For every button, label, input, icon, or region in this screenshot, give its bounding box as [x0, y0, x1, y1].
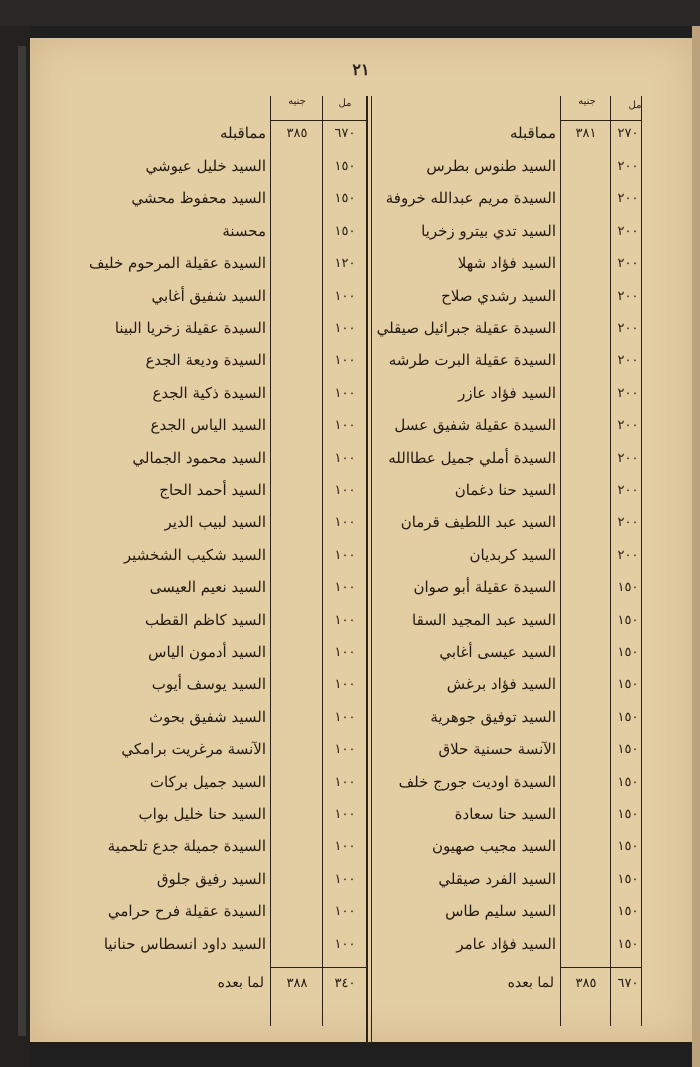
- right-row-mil: ١٥٠: [617, 807, 639, 822]
- right-row-name: السيد عبد اللطيف قرمان: [400, 513, 556, 532]
- left-header-mil: مل: [338, 98, 352, 109]
- right-row-name: السيد حنا دغمان: [454, 481, 556, 499]
- left-row-name: السيدة ذكية الجدع: [152, 383, 266, 402]
- left-row-name: السيد رفيق جلوق: [156, 869, 266, 888]
- left-block-jineh-name-rule: [270, 96, 271, 1026]
- right-row-name: السيد فؤاد شهلا: [457, 254, 556, 273]
- right-row-mil: ٢٠٠: [617, 385, 639, 401]
- left-row-mil: ١٠٠: [334, 580, 356, 596]
- left-row-name: السيد محمود الجمالي: [132, 448, 266, 467]
- left-row-mil: ١٠٠: [334, 936, 356, 952]
- right-total-mil: ٦٧٠: [617, 976, 639, 991]
- right-row-name: السيد تدي بيترو زخريا: [421, 221, 556, 240]
- right-row-mil: ٢٠٠: [617, 547, 639, 563]
- left-total-label: لما بعده: [217, 975, 264, 991]
- right-row-mil: ٢٠٠: [617, 191, 639, 207]
- right-row-mil: ٢٠٠: [617, 288, 639, 304]
- center-divider-rule-1: [366, 96, 368, 1044]
- left-row-mil: ١٠٠: [334, 321, 356, 336]
- right-row-name: السيد مجيب صهيون: [432, 837, 556, 856]
- right-row-name: السيدة عقيلة البرت طرشه: [388, 351, 556, 370]
- left-row-name: السيدة جميلة جدع تلحمية: [107, 837, 266, 856]
- right-total-label: لما بعده: [507, 975, 554, 991]
- right-row-mil: ٢٠٠: [617, 483, 639, 498]
- right-row-mil: ٢٠٠: [617, 159, 639, 174]
- right-row-name: السيد طنوس بطرس: [426, 157, 556, 175]
- right-row-mil: ١٥٠: [617, 904, 639, 920]
- left-block-header-rule: [270, 120, 368, 121]
- right-row-name: السيدة اوديت جورج خلف: [398, 772, 556, 791]
- left-row-name: السيد أدمون الياس: [148, 643, 266, 661]
- right-row-name: السيد فؤاد برغش: [446, 675, 556, 694]
- left-row-name: السيد داود انسطاس حنانيا: [103, 934, 266, 953]
- ledger-page: [30, 38, 692, 1042]
- left-row-mil: ١٠٠: [334, 612, 356, 628]
- left-row-mil: ١٠٠: [334, 677, 356, 693]
- right-header-mil: مل: [628, 100, 642, 111]
- right-row-name: السيدة عقيلة شفيق عسل: [394, 416, 556, 435]
- right-row-mil: ١٥٠: [617, 742, 639, 758]
- right-block-header-rule: [560, 120, 642, 121]
- right-row-mil: ١٥٠: [617, 774, 639, 790]
- left-row-name: السيدة عقيلة المرحوم خليف: [88, 254, 266, 273]
- right-row-mil: ٢٠٠: [617, 353, 639, 369]
- right-row-mil: ٢٠٠: [617, 418, 639, 434]
- left-row-mil: ١٠٠: [334, 839, 356, 855]
- left-row-mil: ١٠٠: [334, 807, 356, 822]
- left-row-name: السيد حنا خليل بواب: [138, 805, 266, 823]
- right-row-mil: ٢٠٠: [617, 450, 639, 466]
- right-row-name: السيد كربديان: [469, 545, 556, 564]
- right-row-name: السيد الفرد صيقلي: [438, 869, 556, 888]
- right-row-name: السيدة مريم عبدالله خروفة: [385, 189, 556, 208]
- left-header-jineh: جنيه: [288, 96, 306, 107]
- right-row-mil: ١٥٠: [617, 709, 639, 725]
- left-row-name: السيدة عقيلة زخريا البينا: [114, 319, 266, 337]
- left-row-mil: ١٠٠: [334, 385, 356, 401]
- left-block-mil-jineh-rule: [322, 96, 323, 1026]
- right-row-name: السيد فؤاد عامر: [456, 934, 556, 953]
- right-row-mil: ٢٠٠: [617, 515, 639, 531]
- right-row-mil: ١٥٠: [617, 677, 639, 693]
- right-row-mil: ٢٠٠: [617, 321, 639, 336]
- right-row-mil: ١٥٠: [617, 871, 639, 887]
- left-row-name: محسنة: [222, 221, 266, 240]
- right-row-mil: ١٥٠: [617, 645, 639, 660]
- left-row-mil: ١٠٠: [334, 645, 356, 660]
- left-row-mil: ١٠٠: [334, 742, 356, 758]
- left-row-mil: ١٠٠: [334, 288, 356, 304]
- left-block-total-rule: [270, 967, 368, 968]
- left-row-name: السيد لبيب الدير: [164, 513, 266, 532]
- left-row-name: السيدة عقيلة فرح حرامي: [107, 902, 266, 921]
- right-row-name: السيد سليم طاس: [445, 902, 556, 921]
- right-row-mil: ١٥٠: [617, 936, 639, 952]
- left-row-name: السيد محفوظ محشي: [131, 189, 266, 208]
- left-row-name: السيد جميل بركات: [149, 772, 266, 791]
- right-row-name: السيد عيسى أغابي: [439, 643, 556, 661]
- left-row-mil: ١٠٠: [334, 709, 356, 725]
- left-row-name: السيد الياس الجدع: [150, 416, 266, 435]
- page-number: ٢١: [352, 60, 370, 79]
- left-row-name: السيد شكيب الشخشير: [123, 545, 266, 564]
- left-row-mil: ١٠٠: [334, 515, 356, 531]
- scan-background-top: [0, 0, 700, 26]
- right-row-name: السيدة عقيلة أبو صوان: [413, 578, 556, 597]
- left-row-name: الآنسة مرغريت برامكي: [121, 740, 266, 759]
- right-block-jineh-name-rule: [560, 96, 561, 1026]
- right-row-name: السيدة عقيلة جبرائيل صيقلي: [376, 319, 556, 337]
- left-row-mil: ١٥٠: [334, 159, 356, 174]
- right-total-jineh: ٣٨٥: [575, 976, 597, 991]
- right-row-name: السيد عبد المجيد السقا: [412, 610, 556, 629]
- left-row-mil: ١٠٠: [334, 450, 356, 466]
- right-header-jineh: جنيه: [578, 96, 596, 107]
- right-row-name: السيد حنا سعادة: [454, 805, 556, 823]
- right-row-mil: ١٥٠: [617, 839, 639, 855]
- left-row-mil: ١٠٠: [334, 547, 356, 563]
- left-row-mil: ١٥٠: [334, 191, 356, 207]
- right-block-mil-jineh-rule: [610, 96, 611, 1026]
- left-row-name: السيد كاظم القطب: [144, 610, 266, 629]
- left-row-name: السيد نعيم العيسى: [149, 578, 266, 597]
- left-total-mil: ٣٤٠: [334, 976, 356, 991]
- right-row-mil: ٢٠٠: [617, 223, 639, 239]
- right-carried-jineh: ٣٨١: [575, 126, 597, 141]
- left-row-name: السيد شفيق أغابي: [151, 286, 266, 305]
- page-edge-right: [692, 26, 700, 1067]
- left-row-mil: ١٥٠: [334, 223, 356, 239]
- left-carried-label: مماقبله: [220, 124, 266, 142]
- left-row-name: السيدة وديعة الجدع: [145, 351, 266, 370]
- right-row-name: السيدة أملي جميل عطاالله: [388, 448, 556, 467]
- left-row-name: السيد يوسف أيوب: [151, 675, 266, 694]
- left-row-mil: ١٠٠: [334, 353, 356, 369]
- left-carried-mil: ٦٧٠: [334, 126, 356, 141]
- center-divider-rule-2: [371, 96, 372, 1044]
- right-row-name: الآنسة حسنية حلاق: [438, 740, 556, 759]
- left-row-name: السيد أحمد الحاج: [159, 481, 266, 499]
- right-row-name: السيد توفيق جوهرية: [430, 707, 556, 726]
- right-row-mil: ٢٠٠: [617, 256, 639, 272]
- right-row-mil: ١٥٠: [617, 612, 639, 628]
- left-row-mil: ١٠٠: [334, 904, 356, 920]
- left-carried-jineh: ٣٨٥: [286, 126, 308, 141]
- left-row-name: السيد خليل عيوشي: [145, 157, 266, 175]
- left-row-mil: ١٢٠: [334, 256, 356, 272]
- right-row-name: السيد فؤاد عازر: [458, 383, 556, 402]
- right-row-name: السيد رشدي صلاح: [441, 286, 556, 305]
- right-block-total-rule: [560, 967, 642, 968]
- right-carried-label: مماقبله: [510, 124, 556, 142]
- left-row-mil: ١٠٠: [334, 871, 356, 887]
- left-total-jineh: ٣٨٨: [286, 976, 308, 991]
- book-spine-edge: [0, 26, 30, 1067]
- right-carried-mil: ٢٧٠: [617, 126, 639, 141]
- left-row-mil: ١٠٠: [334, 418, 356, 434]
- left-row-mil: ١٠٠: [334, 774, 356, 790]
- right-row-mil: ١٥٠: [617, 580, 639, 596]
- left-row-name: السيد شفيق بحوث: [149, 707, 266, 726]
- left-row-mil: ١٠٠: [334, 483, 356, 498]
